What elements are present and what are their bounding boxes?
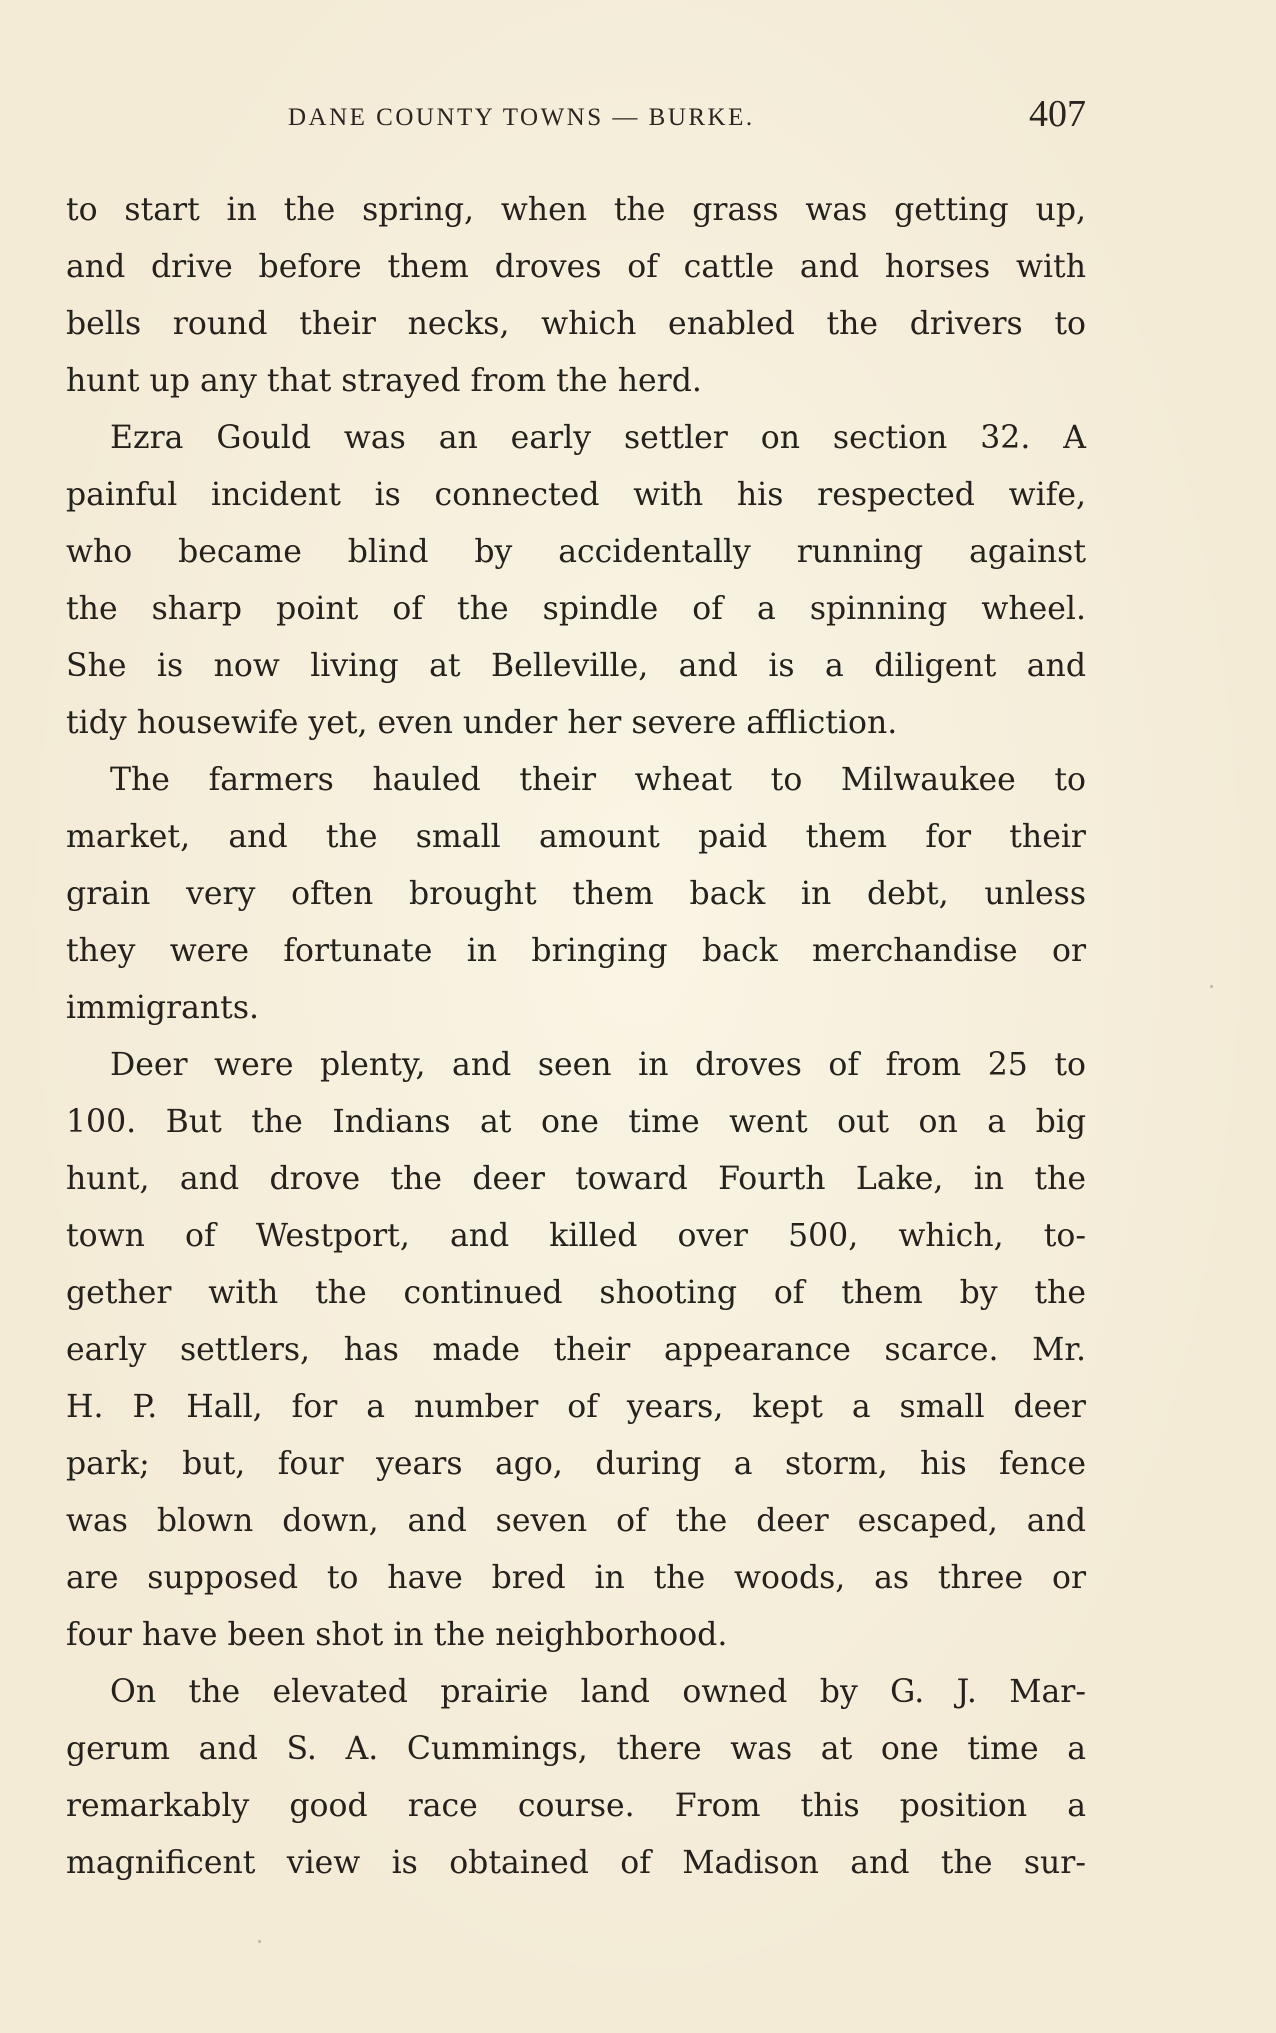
text-line: was blown down, and seven of the deer escaped, and — [66, 1503, 1086, 1539]
text-line: Deer were plenty, and seen in droves of from 25 to — [110, 1047, 1086, 1083]
running-head — [66, 92, 1086, 142]
body-text — [66, 182, 1086, 1892]
text-line: park; but, four years ago, during a storm, his fence — [66, 1446, 1086, 1482]
text-line: H. P. Hall, for a number of years, kept a small deer — [66, 1389, 1086, 1425]
text-line: and drive before them droves of cattle and horses with — [66, 249, 1086, 285]
text-line: immigrants. — [66, 990, 260, 1026]
text-line: tidy housewife yet, even under her severe affliction. — [66, 705, 898, 741]
text-line: four have been shot in the neighborhood. — [66, 1617, 728, 1653]
text-line: She is now living at Belleville, and is a diligent and — [66, 648, 1086, 684]
text-line: magnificent view is obtained of Madison and the sur- — [66, 1845, 1086, 1881]
paper-speck — [1210, 985, 1213, 988]
text-line: gerum and S. A. Cummings, there was at one time a — [66, 1731, 1086, 1767]
text-line: gether with the continued shooting of them by the — [66, 1275, 1086, 1311]
text-line: 100. But the Indians at one time went out on a big — [66, 1104, 1086, 1140]
text-line: Ezra Gould was an early settler on section 32. A — [110, 420, 1086, 456]
text-line: are supposed to have bred in the woods, as three or — [66, 1560, 1086, 1596]
text-line: to start in the spring, when the grass was getting up, — [66, 192, 1086, 228]
text-line: hunt up any that strayed from the herd. — [66, 363, 702, 399]
paper-speck — [258, 1940, 261, 1943]
text-line: grain very often brought them back in debt, unless — [66, 876, 1086, 912]
text-line: market, and the small amount paid them for their — [66, 819, 1086, 855]
text-line: hunt, and drove the deer toward Fourth Lake, in the — [66, 1161, 1086, 1197]
text-line: they were fortunate in bringing back merchandise or — [66, 933, 1086, 969]
text-line: who became blind by accidentally running against — [66, 534, 1086, 570]
text-line: painful incident is connected with his respected wife, — [66, 477, 1086, 513]
text-line: On the elevated prairie land owned by G. J. Mar- — [110, 1674, 1086, 1710]
running-title: DANE COUNTY TOWNS — BURKE. — [288, 104, 755, 131]
text-line: remarkably good race course. From this position a — [66, 1788, 1086, 1824]
text-line: the sharp point of the spindle of a spinning wheel. — [66, 591, 1086, 627]
text-line: bells round their necks, which enabled the drivers to — [66, 306, 1086, 342]
text-line: The farmers hauled their wheat to Milwaukee to — [110, 762, 1086, 798]
page-number: 407 — [1029, 93, 1086, 135]
text-line: town of Westport, and killed over 500, which, to- — [66, 1218, 1086, 1254]
text-line: early settlers, has made their appearance scarce. Mr. — [66, 1332, 1086, 1368]
